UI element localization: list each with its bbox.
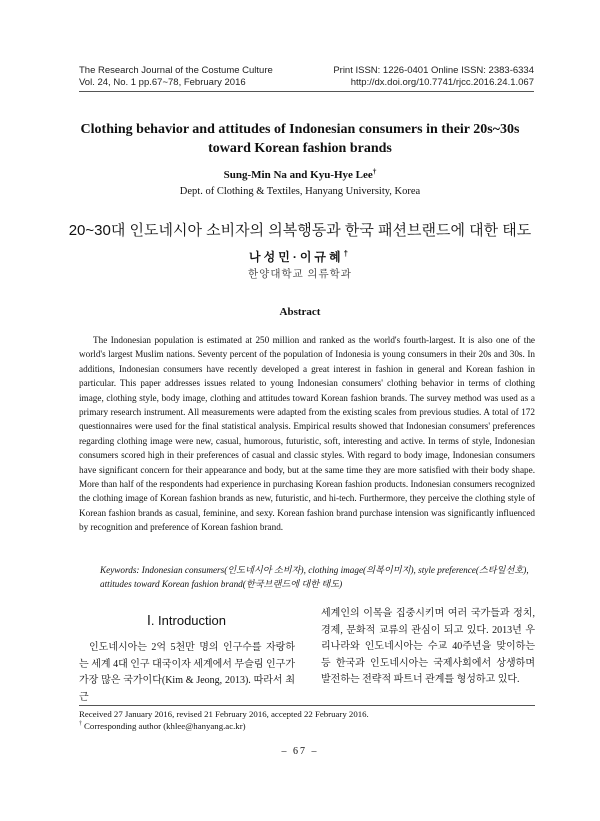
header-divider <box>79 91 534 92</box>
title-line-1: Clothing behavior and attitudes of Indonesian consumers in their 20s~30s <box>80 122 520 137</box>
korean-author-list <box>0 248 600 265</box>
page-number: – 67 – <box>281 746 319 757</box>
received-dates: Received 27 January 2016, revised 21 February 2016, accepted 22 February 2016. <box>79 709 369 719</box>
keywords: Keywords: Indonesian consumers(인도네시아 소비자), clothing image(의복이미지), style preference(스타일선호), attitudes toward Korean fashion brand(한국브랜드에 대한 태도) <box>100 565 529 590</box>
author-list <box>0 169 600 181</box>
korean-affiliation: 한양대학교 의류학과 <box>248 269 352 280</box>
intro-left-column: 인도네시아는 2억 5천만 명의 인구수를 자랑하는 세계 4대 인구 대국이자 세계에서 무슬림 인구가 가장 많은 국가이다(Kim & Jeong, 2013). 따라서 최근 <box>79 642 295 703</box>
volume-info: Vol. 24, No. 1 pp.67~78, February 2016 <box>79 76 246 88</box>
issn-info: Print ISSN: 1226-0401 Online ISSN: 2383-6334 <box>333 65 534 76</box>
footnote-divider <box>79 705 535 706</box>
korean-corresponding-mark: † <box>343 249 351 258</box>
footnotes <box>79 709 369 732</box>
corresponding-author-note <box>79 721 369 733</box>
corresponding-author-email: Corresponding author (khlee@hanyang.ac.kr) <box>81 720 246 731</box>
authors-text: Sung-Min Na and Kyu-Hye Lee <box>223 169 373 181</box>
running-header-left <box>79 65 273 88</box>
korean-title: 20~30대 인도네시아 소비자의 의복행동과 한국 패션브랜드에 대한 태도 <box>68 222 532 239</box>
affiliation: Dept. of Clothing & Textiles, Hanyang University, Korea <box>179 186 421 197</box>
journal-name: The Research Journal of the Costume Culture <box>79 65 273 76</box>
abstract-body: The Indonesian population is estimated at 250 million and ranked as the world's fourth-largest. It is also one of the world's largest Muslim nations. Seventy percent of the population of Indonesia is young consumers in their 20s and 30s. In additions, Indonesian consumers have recently developed a great interest in fashion in general and Korean fashion in particular. This paper addresses issues related to young Indonesian consumers' clothing behavior in terms of clothing image, clothing style, body image, clothing and attitudes toward Korean fashion brands. The survey method was used as a primary research instrument. All measurements were adapted from the existing scales from previous studies. A total of 172 questionnaires were used for the final statistical analysis. Empirical results showed that Indonesian consumers' preferences regarding clothing image were new, casual, humorous, futuristic, soft, interesting and active. In terms of style, Indonesian consumers scored high in their preferences of casual and classic styles. With regard to body image, Indonesian consumers have significant concern for their appearance and body, but at the same time they are more satisfied with their body shape. More than half of the respondents had experience in purchasing Korean fashion products. Indonesian consumers recognized the clothing image of Korean fashion brands as new, futuristic, and hi-tech. Furthermore, they perceive the clothing style of Korean fashion brands as casual, feminine, and sexy. Korean fashion brand purchase intension was significantly influenced by recognition and preference of Korean fashion brand. <box>79 335 535 533</box>
doi-link[interactable]: http://dx.doi.org/10.7741/rjcc.2016.24.1.067 <box>350 76 534 88</box>
korean-authors-text: 나성민·이규혜 <box>249 250 344 264</box>
corresponding-note-mark: † <box>79 720 82 727</box>
title-line-2: toward Korean fashion brands <box>208 141 392 156</box>
running-header-right <box>333 65 534 88</box>
intro-right-column: 세계인의 이목을 집중시키며 여러 국가들과 정치, 경제, 문화적 교류의 관심이 되고 있다. 2013년 우리나라와 인도네시아는 수교 40주년을 맞이하는 등 한국과 인도네시아는 국제사회에서 상생하며 발전하는 전략적 파트너 관계를 형성하고 있다. <box>321 608 535 685</box>
abstract-heading: Abstract <box>279 306 321 318</box>
section-heading-introduction: Ⅰ. Introduction <box>147 613 226 628</box>
paper-title <box>60 120 540 158</box>
corresponding-author-mark: † <box>372 167 377 176</box>
